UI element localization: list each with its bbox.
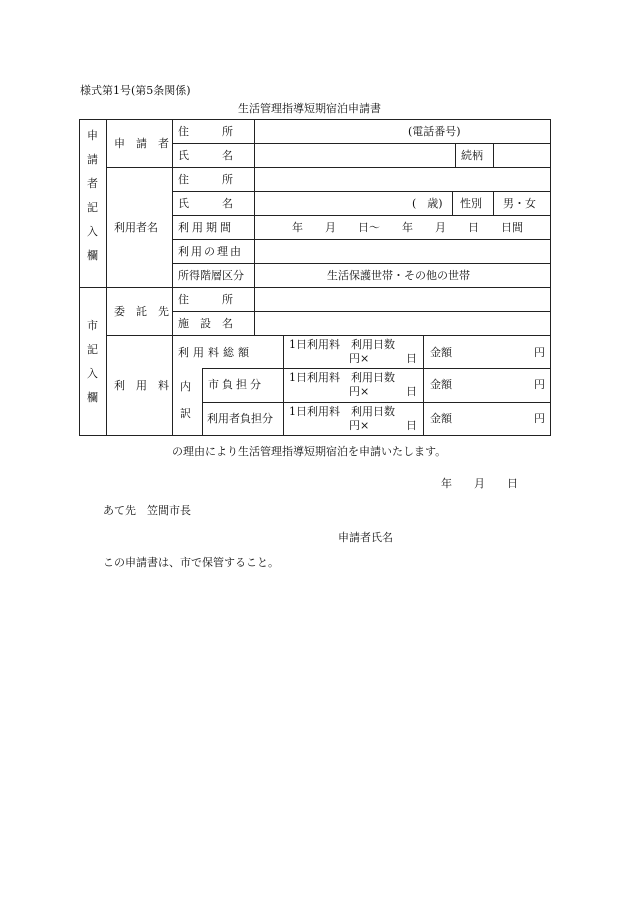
user-name-group-label: 利用者名 <box>114 221 158 234</box>
user-share-amount-label: 金額 <box>430 412 452 425</box>
relation-label: 続柄 <box>461 149 483 162</box>
storage-note: この申請書は、市で保管すること。 <box>103 556 279 569</box>
city-share-amount-label: 金額 <box>430 378 452 391</box>
entrusted-address-label: 住 所 <box>178 293 233 306</box>
user-name-label: 氏 名 <box>178 197 233 210</box>
user-address-field[interactable] <box>256 169 548 189</box>
period-value[interactable]: 年 月 日～ 年 月 日 日間 <box>292 221 523 234</box>
style-number: 様式第1号(第5条関係) <box>80 84 191 97</box>
fee-total-day: 日 <box>406 352 417 365</box>
gender-options[interactable]: 男・女 <box>503 197 536 210</box>
applicant-address-label: 住 所 <box>178 125 233 138</box>
applicant-name-field[interactable] <box>256 145 453 165</box>
fee-label: 利 用 料 <box>114 379 169 392</box>
addressee: あて先 笠間市長 <box>103 504 191 517</box>
fee-total-calc-top: 1日利用料 利用日数 <box>289 338 395 351</box>
applicant-signature-label: 申請者氏名 <box>338 531 393 544</box>
city-share-day: 日 <box>406 385 417 398</box>
fee-total-amount-label: 金額 <box>430 346 452 359</box>
fee-total-yen-x: 円× <box>349 352 370 365</box>
period-label: 利用期間 <box>178 221 234 234</box>
entrusted-address-field[interactable] <box>256 289 548 309</box>
facility-name-label: 施 設 名 <box>178 317 233 330</box>
reason-label: 利用の理由 <box>178 245 243 258</box>
entrusted-label: 委 託 先 <box>114 305 169 318</box>
income-bracket-label: 所得階層区分 <box>178 269 244 282</box>
user-share-yen: 円 <box>534 412 545 425</box>
user-name-field[interactable] <box>256 193 406 213</box>
gender-label: 性別 <box>460 197 482 210</box>
reason-field[interactable] <box>256 241 548 261</box>
fee-total-yen: 円 <box>534 346 545 359</box>
facility-name-field[interactable] <box>256 313 548 333</box>
phone-number-label: (電話番号) <box>408 125 461 138</box>
date-line[interactable]: 年 月 日 <box>441 477 518 490</box>
breakdown-char-1: 内 <box>180 380 191 393</box>
city-share-yen-x: 円× <box>349 385 370 398</box>
applicant-address-field[interactable] <box>256 121 548 141</box>
city-share-yen: 円 <box>534 378 545 391</box>
user-share-day: 日 <box>406 419 417 432</box>
city-share-calc-top: 1日利用料 利用日数 <box>289 371 395 384</box>
breakdown-char-2: 訳 <box>180 407 191 420</box>
relation-field[interactable] <box>495 145 548 165</box>
user-share-calc-top: 1日利用料 利用日数 <box>289 405 395 418</box>
fee-total-label: 利用料総額 <box>178 346 253 359</box>
user-share-yen-x: 円× <box>349 419 370 432</box>
form-title: 生活管理指導短期宿泊申請書 <box>238 102 381 115</box>
income-bracket-value[interactable]: 生活保護世帯・その他の世帯 <box>327 269 470 282</box>
user-share-label: 利用者負担分 <box>207 412 273 425</box>
user-address-label: 住 所 <box>178 173 233 186</box>
applicant-name-label: 氏 名 <box>178 149 233 162</box>
applicant-label: 申 請 者 <box>114 137 169 150</box>
application-statement: の理由により生活管理指導短期宿泊を申請いたします。 <box>172 445 447 458</box>
age-label: ( 歳) <box>412 197 443 210</box>
city-share-label: 市負担分 <box>208 378 264 391</box>
